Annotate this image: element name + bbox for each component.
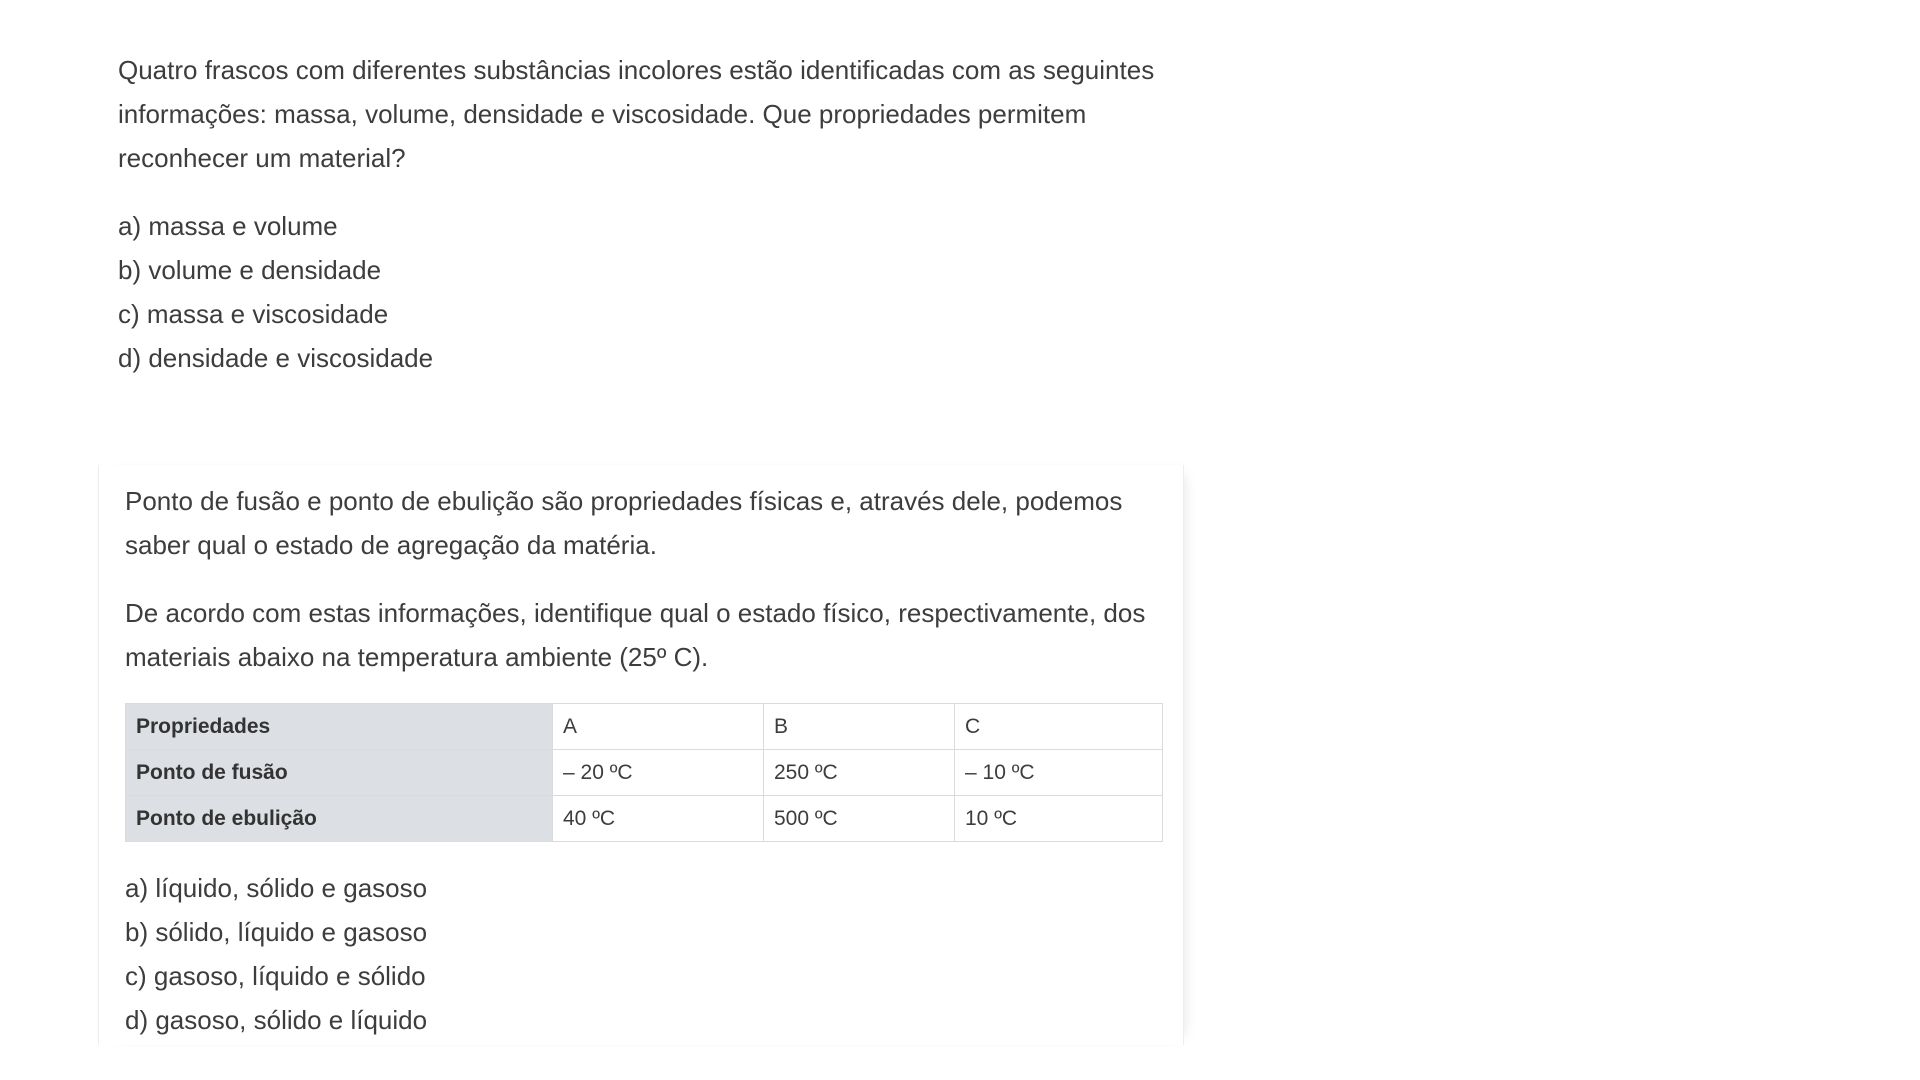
table-cell: 40 ºC xyxy=(553,796,764,842)
question-2-prompt: De acordo com estas informações, identifique qual o estado físico, respectivamente, dos materiais abaixo na temperatura ambiente (25º C). xyxy=(125,598,1146,672)
option-a: a) líquido, sólido e gasoso xyxy=(125,873,428,903)
table-cell: 500 ºC xyxy=(764,796,955,842)
table-cell: 10 ºC xyxy=(955,796,1163,842)
question-1-text: Quatro frascos com diferentes substâncias incolores estão identificadas com as seguintes informações: massa, volume, densidade e viscosidade. Que propriedades permitem reconhecer um material? xyxy=(118,55,1155,173)
table-row xyxy=(126,750,1163,796)
option-b: b) sólido, líquido e gasoso xyxy=(125,917,428,947)
option-d: d) densidade e viscosidade xyxy=(118,343,434,373)
table-cell: B xyxy=(764,704,955,750)
table-row-header: Ponto de fusão xyxy=(126,750,553,796)
question-1 xyxy=(118,48,1178,380)
question-2 xyxy=(125,479,1165,1042)
question-2-card xyxy=(98,465,1184,1045)
question-2-options xyxy=(125,866,1165,1042)
table-cell: 250 ºC xyxy=(764,750,955,796)
question-1-options xyxy=(118,204,1178,380)
table-cell: C xyxy=(955,704,1163,750)
option-d: d) gasoso, sólido e líquido xyxy=(125,1005,428,1035)
table-cell: A xyxy=(553,704,764,750)
option-a: a) massa e volume xyxy=(118,211,338,241)
properties-table xyxy=(125,703,1163,842)
option-c: c) gasoso, líquido e sólido xyxy=(125,961,426,991)
table-row-header: Ponto de ebulição xyxy=(126,796,553,842)
option-c: c) massa e viscosidade xyxy=(118,299,389,329)
question-2-intro: Ponto de fusão e ponto de ebulição são propriedades físicas e, através dele, podemos saber qual o estado de agregação da matéria. xyxy=(125,486,1123,560)
table-cell: – 10 ºC xyxy=(955,750,1163,796)
option-b: b) volume e densidade xyxy=(118,255,382,285)
table-row-header: Propriedades xyxy=(126,704,553,750)
table-cell: – 20 ºC xyxy=(553,750,764,796)
table-row xyxy=(126,704,1163,750)
table-row xyxy=(126,796,1163,842)
